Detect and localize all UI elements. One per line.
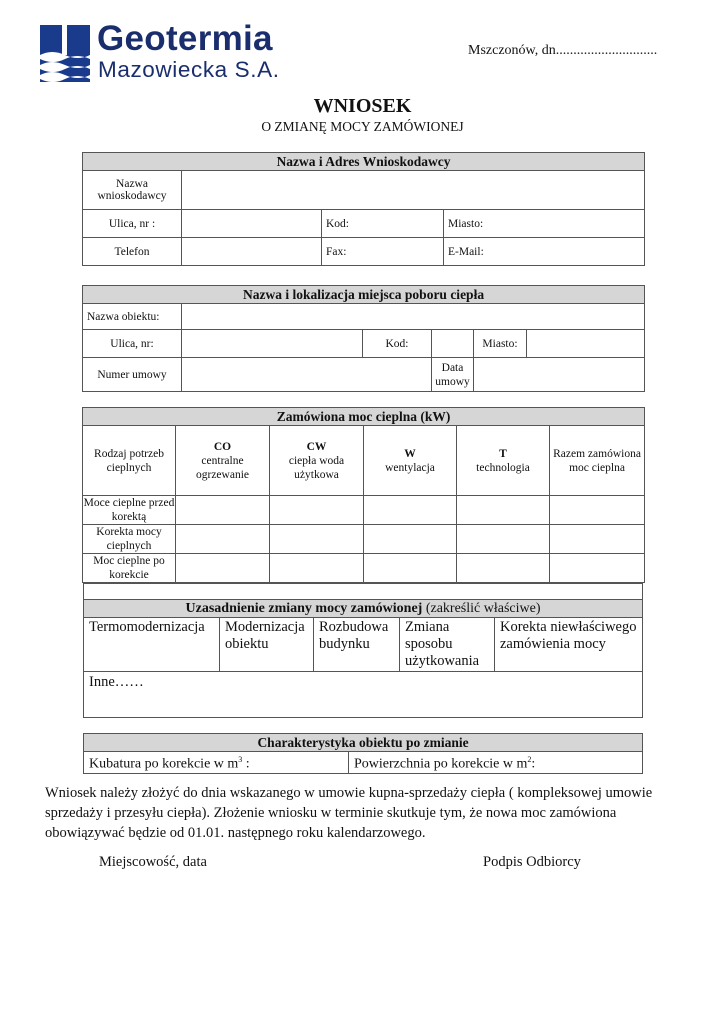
col-cw-code: CW xyxy=(306,440,327,453)
col-w-code: W xyxy=(404,447,416,460)
object-code-field[interactable] xyxy=(432,330,474,358)
cell-input[interactable] xyxy=(364,525,457,554)
justification-header xyxy=(84,600,643,618)
object-name-label: Nazwa obiektu: xyxy=(83,304,182,330)
area-suffix: : xyxy=(531,756,536,772)
signature-place-date: Miejscowość, data xyxy=(99,854,207,870)
object-city-label: Miasto: xyxy=(474,330,527,358)
col-co-header xyxy=(176,426,270,496)
cell-input[interactable] xyxy=(270,554,364,583)
cell-input[interactable] xyxy=(364,554,457,583)
option-order-correction[interactable]: Korekta niewłaściwego zamówienia mocy xyxy=(495,618,643,672)
power-header: Zamówiona moc cieplna (kW) xyxy=(83,408,645,426)
cell-input[interactable] xyxy=(270,525,364,554)
contract-date-field[interactable] xyxy=(474,358,645,392)
option-other[interactable]: Inne…… xyxy=(84,672,643,718)
company-logo xyxy=(40,19,340,85)
cell-input[interactable] xyxy=(550,496,645,525)
object-city-field[interactable] xyxy=(527,330,645,358)
justification-spacer xyxy=(84,584,643,600)
contract-date-label: Data umowy xyxy=(432,358,474,392)
applicant-street-label: Ulica, nr : xyxy=(83,210,182,238)
applicant-code-field[interactable] xyxy=(322,210,444,238)
object-code-label: Kod: xyxy=(363,330,432,358)
option-usage-change[interactable]: Zmiana sposobu użytkowania xyxy=(400,618,495,672)
applicant-email-label: E-Mail: xyxy=(448,245,484,258)
applicant-email-field[interactable] xyxy=(444,238,645,266)
col-total-header: Razem zamówiona moc cieplna xyxy=(550,426,645,496)
col-t-code: T xyxy=(499,447,507,460)
option-thermomodernization[interactable]: Termomodernizacja xyxy=(84,618,220,672)
justification-table xyxy=(83,583,643,718)
applicant-code-label: Kod: xyxy=(326,217,349,230)
col-t-desc: technologia xyxy=(476,461,530,474)
applicant-fax-field[interactable] xyxy=(322,238,444,266)
justification-header-title: Uzasadnienie zmiany mocy zamówionej xyxy=(185,600,423,616)
applicant-phone-label: Telefon xyxy=(83,238,182,266)
place-date-line: Mszczonów, dn............................. xyxy=(468,43,658,58)
power-table xyxy=(82,407,645,583)
applicant-table xyxy=(82,152,645,266)
area-label: Powierzchnia po korekcie w m xyxy=(354,756,528,772)
cell-input[interactable] xyxy=(364,496,457,525)
col-cw-desc: ciepła woda użytkowa xyxy=(288,454,345,481)
object-street-label: Ulica, nr: xyxy=(83,330,182,358)
row-correction-label: Korekta mocy cieplnych xyxy=(83,525,176,554)
area-unit-exponent: 2 xyxy=(527,755,532,764)
signature-label: Podpis Odbiorcy xyxy=(483,854,581,870)
applicant-name-field[interactable] xyxy=(182,171,645,210)
option-modernization[interactable]: Modernizacja obiektu xyxy=(220,618,314,672)
cubature-label: Kubatura po korekcie w m xyxy=(89,756,239,772)
cell-input[interactable] xyxy=(176,525,270,554)
applicant-city-field[interactable] xyxy=(444,210,645,238)
area-field[interactable] xyxy=(349,752,643,774)
cell-input[interactable] xyxy=(550,525,645,554)
page-subtitle: O ZMIANĘ MOCY ZAMÓWIONEJ xyxy=(261,119,464,134)
logo-line2: Mazowiecka S.A. xyxy=(98,57,280,82)
location-header: Nazwa i lokalizacja miejsca poboru ciepła xyxy=(83,286,645,304)
cubature-suffix: : xyxy=(242,756,250,772)
applicant-name-label: Nazwa wnioskodawcy xyxy=(83,171,182,210)
option-extension[interactable]: Rozbudowa budynku xyxy=(314,618,400,672)
justification-header-note: (zakreślić właściwe) xyxy=(425,600,541,616)
applicant-street-field[interactable] xyxy=(182,210,322,238)
object-street-field[interactable] xyxy=(182,330,363,358)
applicant-city-label: Miasto: xyxy=(448,217,484,230)
cell-input[interactable] xyxy=(176,496,270,525)
col-w-header xyxy=(364,426,457,496)
col-t-header xyxy=(457,426,550,496)
col-cw-header xyxy=(270,426,364,496)
logo-line1: Geotermia xyxy=(97,19,273,58)
characteristics-header: Charakterystyka obiektu po zmianie xyxy=(84,734,643,752)
col-co-desc: centralne ogrzewanie xyxy=(196,454,249,481)
cell-input[interactable] xyxy=(550,554,645,583)
col-type-header: Rodzaj potrzeb cieplnych xyxy=(83,426,176,496)
cubature-field[interactable] xyxy=(84,752,349,774)
instruction-note: Wniosek należy złożyć do dnia wskazanego w umowie kupna-sprzedaży ciepła ( kompleksowej umowie sprzedaży i przesyłu ciepła). Złożenie wniosku w terminie skutkuje tym, że nowa moc zamówiona obowiązywać będzie od 01.01. następnego roku kalendarzowego. xyxy=(45,785,653,841)
cubature-unit-exponent: 3 xyxy=(238,755,243,764)
col-w-desc: wentylacja xyxy=(385,461,435,474)
page-title: WNIOSEK xyxy=(313,95,412,117)
applicant-phone-field[interactable] xyxy=(182,238,322,266)
cell-input[interactable] xyxy=(176,554,270,583)
col-co-code: CO xyxy=(213,440,232,453)
row-before-label: Moce cieplne przed korektą xyxy=(83,497,175,523)
row-after-label: Moc cieplne po korekcie xyxy=(83,554,176,583)
characteristics-table xyxy=(83,733,643,774)
logo-mark-icon xyxy=(40,25,90,82)
cell-input[interactable] xyxy=(457,496,550,525)
applicant-header: Nazwa i Adres Wnioskodawcy xyxy=(83,153,645,171)
cell-input[interactable] xyxy=(457,554,550,583)
contract-number-label: Numer umowy xyxy=(83,358,182,392)
object-name-field[interactable] xyxy=(182,304,645,330)
contract-number-field[interactable] xyxy=(182,358,432,392)
cell-input[interactable] xyxy=(457,525,550,554)
cell-input[interactable] xyxy=(270,496,364,525)
location-table xyxy=(82,285,645,392)
applicant-fax-label: Fax: xyxy=(326,245,347,258)
